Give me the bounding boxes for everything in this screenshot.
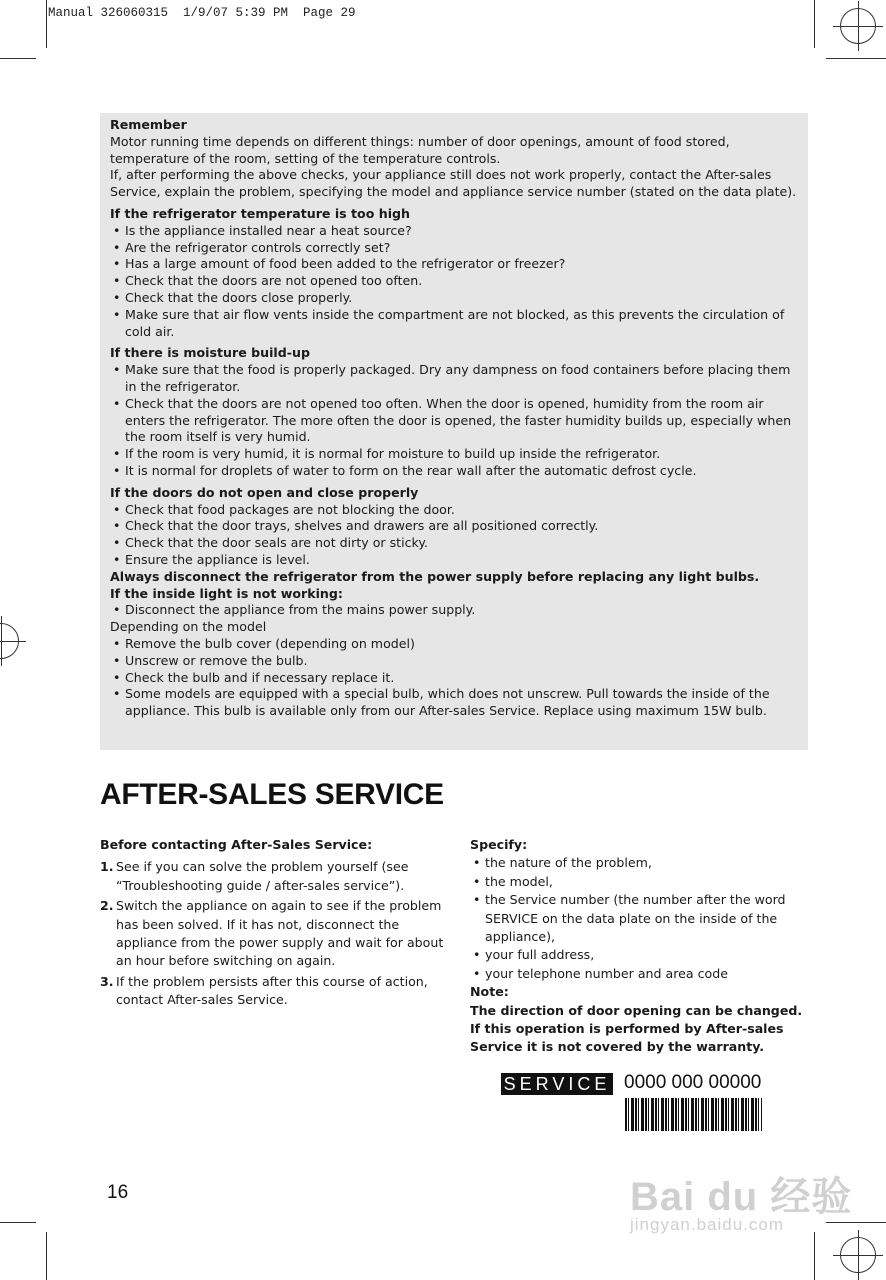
list-item: • the nature of the problem, — [470, 854, 815, 872]
list-item: • Make sure that air flow vents inside the compartment are not blocked, as this prevents the circulation of cold air. — [110, 307, 800, 341]
list-item: • Make sure that the food is properly packaged. Dry any dampness on food containers before placing them in the refrigerator. — [110, 362, 800, 396]
section-title: AFTER-SALES SERVICE — [100, 778, 444, 811]
steps-list — [100, 858, 445, 1009]
light-heading: If the inside light is not working: — [110, 585, 343, 601]
list-item: • Ensure the appliance is level. — [110, 552, 800, 569]
light-list — [110, 602, 800, 619]
doors-list — [110, 502, 800, 569]
list-item: • the model, — [470, 873, 815, 891]
list-item: • Check the bulb and if necessary replace it. — [110, 670, 800, 687]
list-item: • the Service number (the number after the word SERVICE on the data plate on the inside of the appliance), — [470, 891, 815, 946]
remember-paragraph-1: Motor running time depends on different things: number of door openings, amount of food stored, temperature of the room, setting of the temperature controls. — [110, 133, 730, 166]
watermark-brand: Bai du 经验 — [630, 1175, 853, 1219]
list-item: • Has a large amount of food been added to the refrigerator or freezer? — [110, 256, 800, 273]
list-item: • Check that the doors close properly. — [110, 290, 800, 307]
list-item: • Check that the door seals are not dirty or sticky. — [110, 535, 800, 552]
service-number: 0000 000 00000 — [624, 1072, 762, 1093]
specify-list — [470, 854, 815, 983]
watermark — [630, 1165, 853, 1234]
registration-mark-left-icon — [0, 623, 19, 659]
step-item: 1. See if you can solve the problem yourself (see “Troubleshooting guide / after-sales service”). — [100, 859, 409, 893]
service-label: SERVICE — [501, 1073, 613, 1095]
temp-heading: If the refrigerator temperature is too high — [110, 205, 410, 221]
list-item: • Check that the doors are not opened too often. — [110, 273, 800, 290]
crop-mark-top-right-v — [814, 0, 815, 48]
before-heading: Before contacting After-Sales Service: — [100, 837, 373, 852]
specify-heading: Specify: — [470, 837, 528, 852]
list-item: • It is normal for droplets of water to form on the rear wall after the automatic defrost cycle. — [110, 463, 800, 480]
specify-column — [470, 836, 815, 1057]
crop-mark-top-left-h — [0, 58, 36, 59]
temp-list — [110, 223, 800, 341]
before-contacting-column — [100, 836, 445, 1012]
crop-mark-bottom-right-v — [814, 1232, 815, 1280]
note-text: The direction of door opening can be changed. If this operation is performed by After-sales Service it is not covered by the warranty. — [470, 1002, 803, 1055]
step-item: 3. If the problem persists after this course of action, contact After-sales Service. — [100, 973, 428, 1008]
list-item: • Is the appliance installed near a heat source? — [110, 223, 800, 240]
remember-paragraph-2: If, after performing the above checks, your appliance still does not work properly, contact the After-sales Service, explain the problem, specifying the model and appliance service number (stated on the data plate). — [110, 167, 797, 200]
remember-heading: Remember — [110, 117, 187, 132]
troubleshooting-content — [110, 117, 800, 720]
depending-list — [110, 636, 800, 720]
list-item: • Check that food packages are not blocking the door. — [110, 502, 800, 519]
barcode-icon — [625, 1098, 762, 1131]
crop-mark-bottom-right-h — [826, 1222, 886, 1223]
registration-mark-top-right-icon — [840, 8, 876, 44]
page-number: 16 — [107, 1182, 129, 1203]
moisture-list — [110, 362, 800, 480]
crop-mark-bottom-left-h — [0, 1222, 36, 1223]
doors-heading: If the doors do not open and close properly — [110, 484, 419, 500]
depending-label: Depending on the model — [110, 619, 267, 635]
crop-mark-bottom-left-v — [46, 1232, 47, 1280]
print-header: Manual 326060315 1/9/07 5:39 PM Page 29 — [48, 6, 356, 20]
list-item: • Check that the door trays, shelves and drawers are all positioned correctly. — [110, 518, 800, 535]
list-item: • your telephone number and area code — [470, 965, 815, 983]
list-item: • your full address, — [470, 946, 815, 964]
step-item: 2. Switch the appliance on again to see if the problem has been solved. If it has not, disconnect the appliance from the power supply and wait for about an hour before switching on again. — [100, 898, 444, 969]
list-item: • Check that the doors are not opened too often. When the door is opened, humidity from the room air enters the refrigerator. The more often the door is opened, the faster humidity builds up, especially when the room itself is very humid. — [110, 396, 800, 446]
note-heading: Note: — [470, 984, 509, 1000]
list-item: • Some models are equipped with a special bulb, which does not unscrew. Pull towards the inside of the appliance. This bulb is available only from our After-sales Service. Replace using maximum 15W bulb. — [110, 686, 800, 720]
moisture-heading: If there is moisture build-up — [110, 345, 310, 361]
list-item: • Are the refrigerator controls correctly set? — [110, 240, 800, 257]
list-item: • If the room is very humid, it is normal for moisture to build up inside the refrigerator. — [110, 446, 800, 463]
registration-mark-bottom-right-icon — [840, 1237, 876, 1273]
bulb-warning: Always disconnect the refrigerator from the power supply before replacing any light bulbs. — [110, 568, 760, 584]
list-item: • Unscrew or remove the bulb. — [110, 653, 800, 670]
list-item: • Remove the bulb cover (depending on model) — [110, 636, 800, 653]
crop-mark-top-right-h — [826, 58, 886, 59]
watermark-url: jingyan.baidu.com — [630, 1215, 785, 1234]
list-item: • Disconnect the appliance from the mains power supply. — [110, 602, 800, 619]
crop-mark-top-left-v — [46, 0, 47, 48]
